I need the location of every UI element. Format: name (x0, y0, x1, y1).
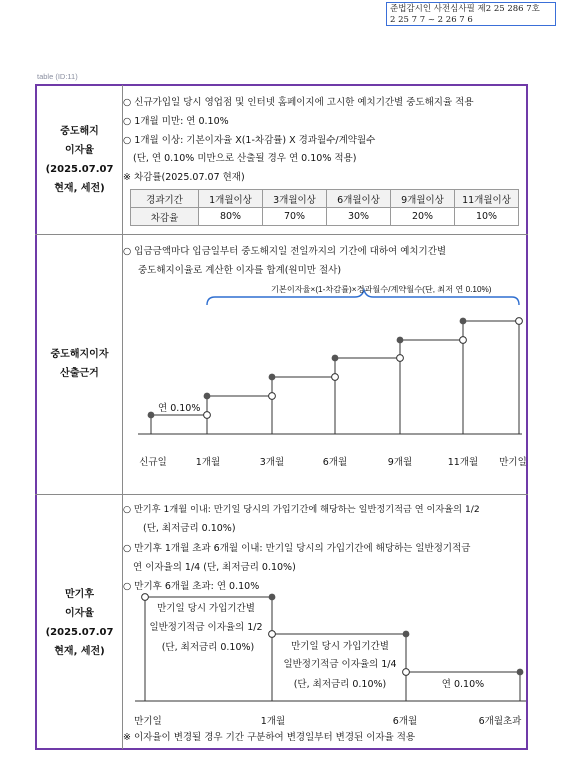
step1-label: 만기일 당시 가입기간별 (157, 603, 255, 614)
filled-marker (517, 669, 524, 676)
filled-marker (269, 374, 276, 381)
title-line: 만기후 (65, 589, 94, 600)
title-line: 현재, 세전) (54, 646, 105, 657)
row2-bullet-2: 중도해지이율로 계산한 이자를 합계(원미만 절사) (138, 265, 342, 276)
rate-change-footnote: ※ 이자율이 변경될 경우 기간 구분하여 변경일부터 변경된 이자율 적용 (123, 732, 416, 743)
table-header: 9개월이상 (391, 190, 455, 208)
x-tick-label: 만기일 (134, 716, 162, 727)
row1-bullet-4: (단, 연 0.10% 미만으로 산출될 경우 연 0.10% 적용) (133, 153, 357, 164)
title-line: 중도해지이자 (50, 349, 109, 360)
open-marker (403, 669, 410, 676)
x-tick-label: 1개월 (260, 716, 286, 727)
brace-label: 기본이자율×(1-차감률)×경과월수/계약월수(단, 최저 연 0.10%) (271, 285, 492, 294)
title-line: 산출근거 (60, 368, 99, 379)
table-cell: 차감율 (131, 208, 199, 226)
table-header: 1개월이상 (199, 190, 263, 208)
filled-marker (204, 393, 211, 400)
filled-marker (460, 318, 467, 325)
open-marker (332, 374, 339, 381)
table-header: 6개월이상 (327, 190, 391, 208)
open-marker (269, 393, 276, 400)
row3-bullet-1: ○ 만기후 1개월 이내: 만기일 당시의 가입기간에 해당하는 일반정기적금 연 이자율의 1/2 (123, 504, 480, 515)
filled-marker (148, 412, 155, 419)
stamp-line-2: 2 25 7 7 ~ 2 26 7 6 (390, 15, 473, 25)
table-header: 경과기간 (131, 190, 199, 208)
x-tick-label: 11개월 (447, 457, 479, 468)
x-tick-label: 6개월 (322, 457, 348, 468)
row3-bullet-4: 연 이자율의 1/4 (단, 최저금리 0.10%) (133, 562, 296, 573)
stamp-line-1: 준법감시인 사전심사필 제2 25 286 7호 (390, 4, 540, 14)
open-marker (142, 594, 149, 601)
table-header: 11개월이상 (455, 190, 519, 208)
filled-marker (397, 337, 404, 344)
step1-label: (단, 최저금리 0.10%) (161, 642, 255, 653)
step3-label: 연 0.10% (441, 679, 485, 690)
row1-bullet-5: ※ 차감률(2025.07.07 현재) (123, 172, 245, 183)
open-marker (460, 337, 467, 344)
table-cell: 80% (199, 208, 263, 226)
row1-bullet-3: ○ 1개월 이상: 기본이자율 X(1-차감률) X 경과월수/계약월수 (123, 135, 376, 146)
filled-marker (269, 594, 276, 601)
title-line: 이자율 (65, 145, 94, 156)
row1-bullet-1: ○ 신규가입일 당시 영업점 및 인터넷 홈페이지에 고시한 예치기간별 중도해지율 적용 (123, 97, 474, 108)
row3-bullet-2: (단, 최저금리 0.10%) (143, 523, 236, 534)
table-header: 3개월이상 (263, 190, 327, 208)
open-marker (204, 412, 211, 419)
title-line: (2025.07.07 (45, 627, 114, 638)
x-tick-label: 만기일 (499, 457, 527, 468)
x-tick-label: 6개월 (392, 716, 418, 727)
table-id-label: table (ID:11) (37, 72, 78, 81)
step1-label: 일반정기적금 이자율의 1/2 (149, 622, 263, 633)
title-line: 이자율 (65, 608, 94, 619)
filled-marker (332, 355, 339, 362)
table-cell: 10% (455, 208, 519, 226)
table-cell: 70% (263, 208, 327, 226)
step2-label: 만기일 당시 가입기간별 (291, 641, 389, 652)
x-tick-label: 3개월 (259, 457, 285, 468)
table-cell: 20% (391, 208, 455, 226)
title-line: (2025.07.07 (45, 164, 114, 175)
x-tick-label: 신규일 (139, 457, 167, 468)
x-tick-label: 6개월초과 (478, 716, 522, 727)
post-maturity-rate-title (37, 585, 122, 661)
title-line: 현재, 세전) (54, 183, 105, 194)
row3-bullet-3: ○ 만기후 1개월 초과 6개월 이내: 만기일 당시의 가입기간에 해당하는 일반정기적금 (123, 543, 471, 554)
row1-bullet-2: ○ 1개월 미만: 연 0.10% (123, 116, 229, 127)
row3-bullet-5: ○ 만기후 6개월 초과: 연 0.10% (123, 581, 260, 592)
step2-label: (단, 최저금리 0.10%) (293, 679, 387, 690)
open-marker (516, 318, 523, 325)
step2-label: 일반정기적금 이자율의 1/4 (283, 659, 397, 670)
x-tick-label: 1개월 (195, 457, 221, 468)
table-cell: 30% (327, 208, 391, 226)
min-rate-label: 연 0.10% (158, 403, 201, 414)
title-line: 중도해지 (60, 126, 99, 137)
open-marker (269, 631, 276, 638)
filled-marker (403, 631, 410, 638)
row2-bullet-1: ○ 입금금액마다 입금일부터 중도해지일 전일까지의 기간에 대하여 예치기간별 (123, 246, 447, 257)
x-tick-label: 9개월 (387, 457, 413, 468)
open-marker (397, 355, 404, 362)
